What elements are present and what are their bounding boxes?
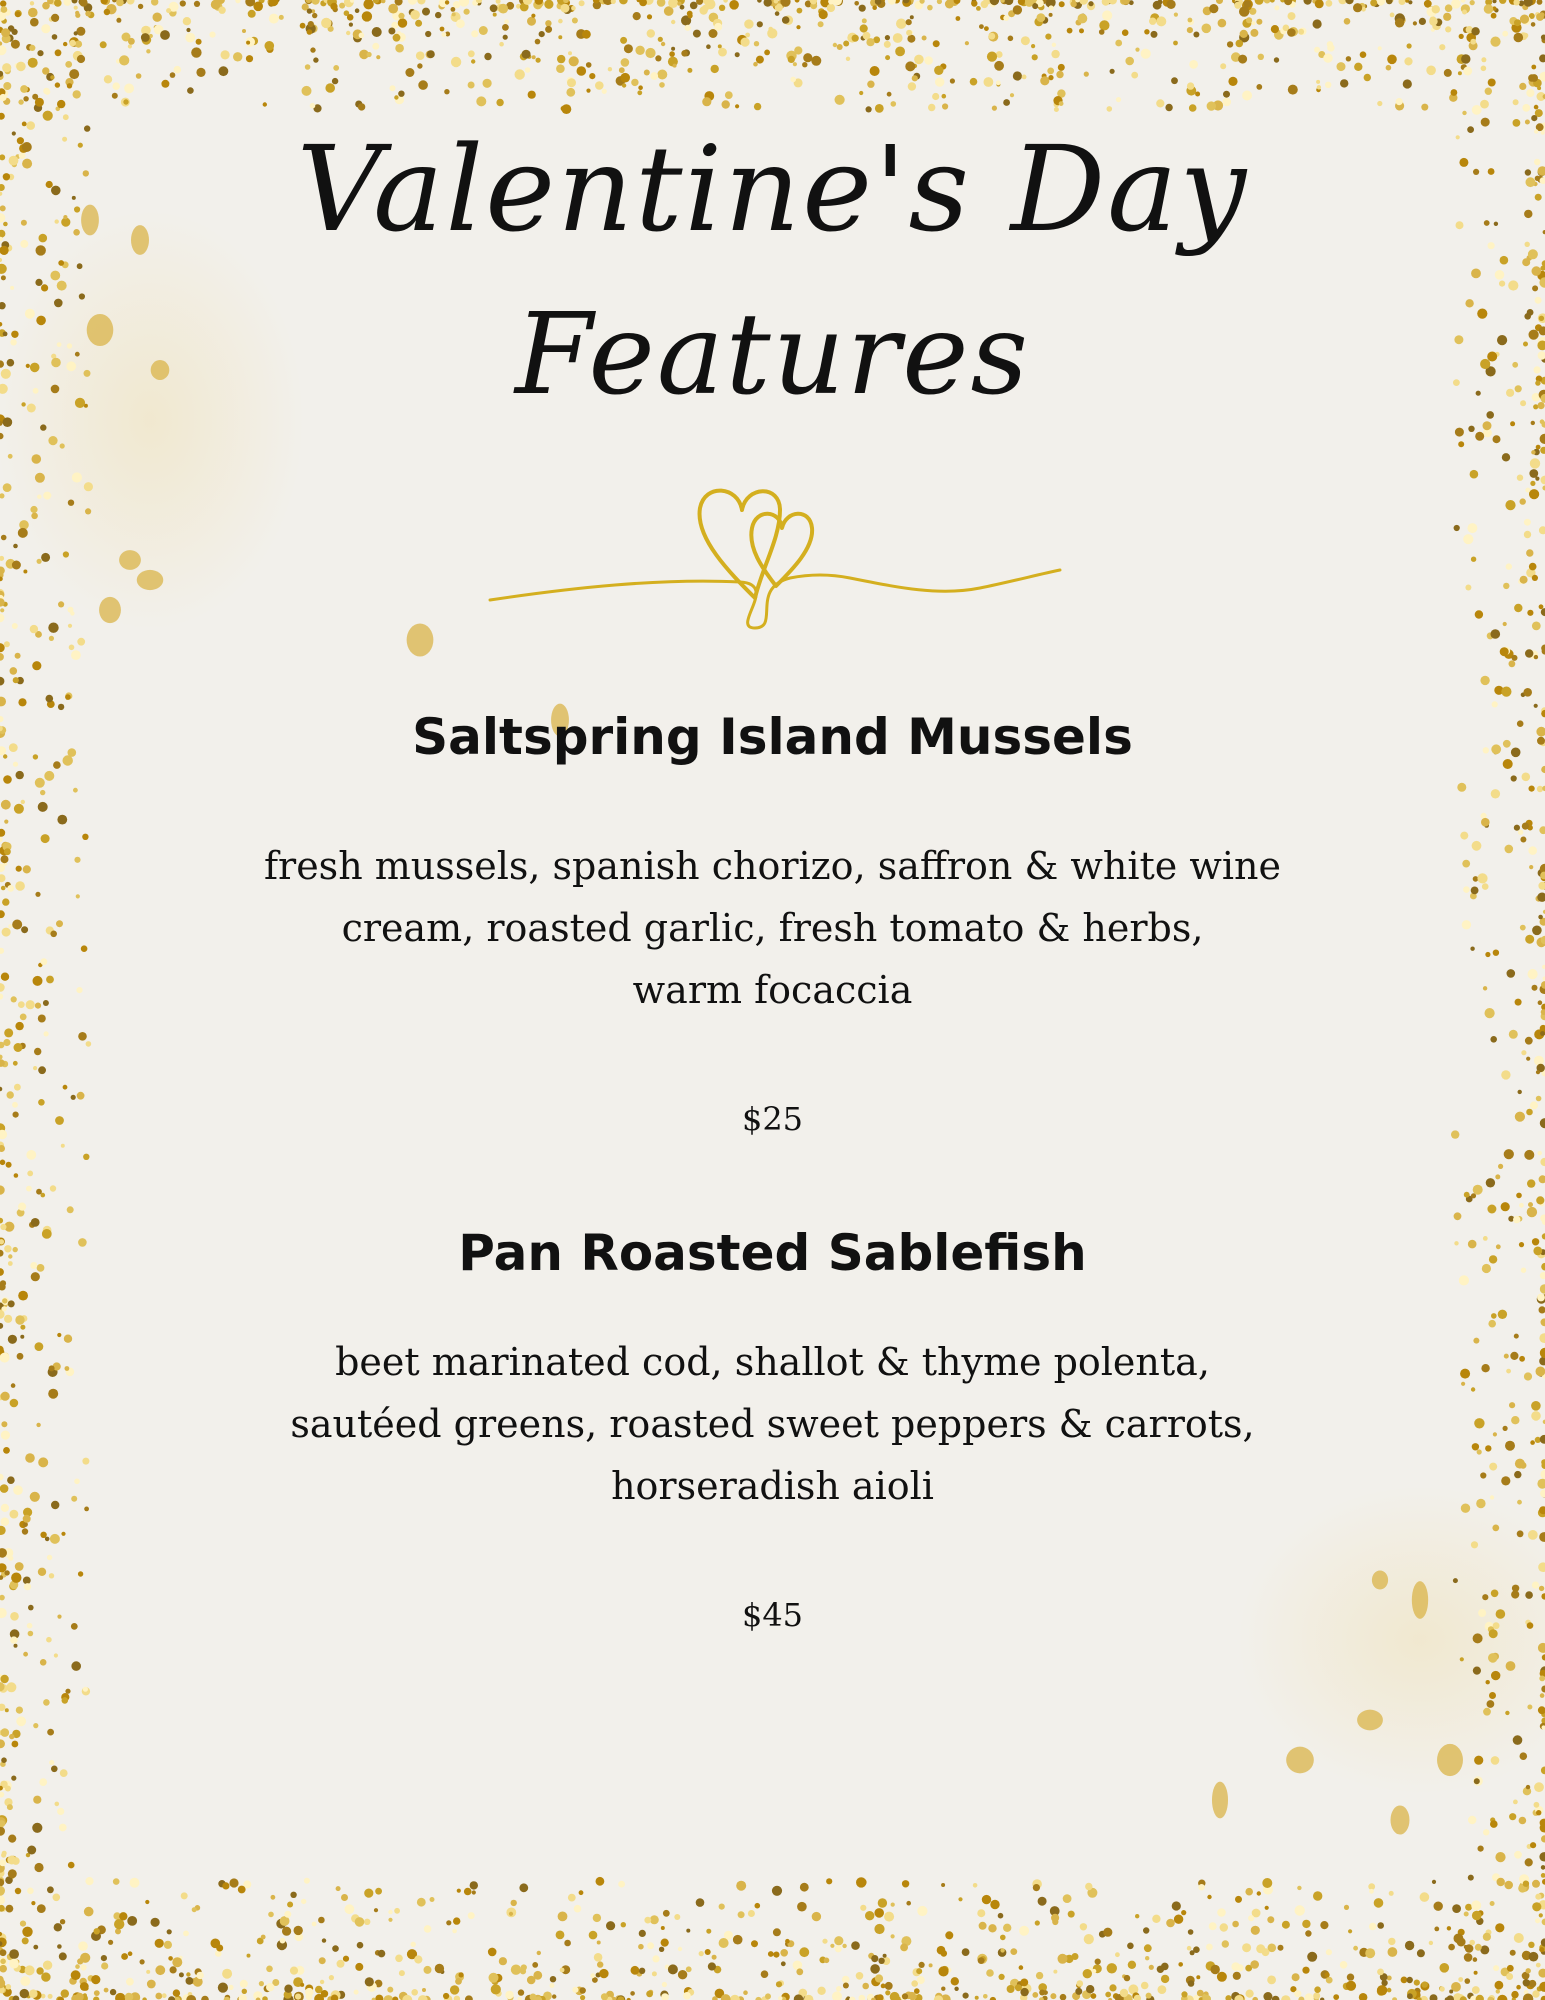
- dish-description-line: cream, roasted garlic, fresh tomato & herbs,: [341, 906, 1204, 950]
- page-title-line-1: Valentine's Day: [296, 120, 1249, 258]
- dish-description-line: sautéed greens, roasted sweet peppers & carrots,: [290, 1402, 1255, 1446]
- hearts-divider-icon: [480, 478, 1070, 638]
- dish-name: Saltspring Island Mussels: [412, 708, 1133, 766]
- dish-description-line: beet marinated cod, shallot & thyme polenta,: [335, 1340, 1210, 1384]
- dish-description-line: horseradish aioli: [611, 1464, 934, 1508]
- dish-name: Pan Roasted Sablefish: [458, 1224, 1087, 1282]
- dish-price: $25: [741, 1100, 804, 1138]
- dish-price: $45: [741, 1596, 804, 1634]
- dish-description-line: warm focaccia: [632, 968, 913, 1012]
- page-title-line-2: Features: [514, 290, 1031, 420]
- dish-description-line: fresh mussels, spanish chorizo, saffron & white wine: [263, 844, 1282, 888]
